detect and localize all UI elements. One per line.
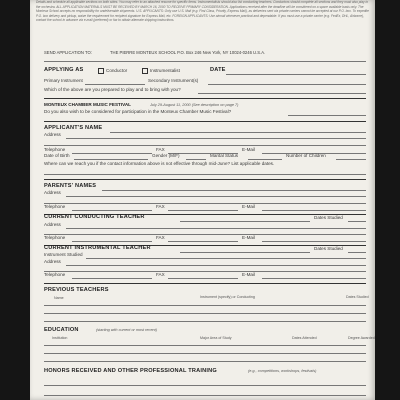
education-row[interactable] (44, 345, 366, 346)
primary-instrument-label: Primary Instrument (44, 78, 83, 83)
which-question: Which of the above are you prepared to play and to bring with you? (44, 87, 181, 92)
section-divider (44, 179, 366, 180)
conducting-teacher-title: CURRENT CONDUCTING TEACHER (44, 214, 145, 220)
instrumental-telephone-label: Telephone (44, 272, 66, 277)
instrumental-email-label: E-Mail (242, 272, 256, 277)
gender-label: Gender (M/F) (152, 153, 180, 158)
reach-line1[interactable] (44, 174, 366, 175)
instrumental-teacher-title: CURRENT INSTRUMENTAL TEACHER (44, 245, 151, 251)
education-col-major: Major Area of Study (200, 336, 232, 340)
section-divider (44, 121, 366, 122)
education-row[interactable] (44, 353, 366, 354)
education-col-dates: Dates Attended (292, 336, 317, 340)
which-field[interactable] (198, 93, 366, 94)
date-label: DATE (210, 67, 226, 73)
instrument-studied-label: Instrument Studied (44, 252, 83, 257)
education-note: (starting with current or most recent) (96, 328, 157, 332)
divider (44, 61, 366, 62)
instrumental-teacher-field[interactable] (180, 252, 310, 253)
instrumental-fax-field[interactable] (168, 278, 238, 279)
education-col-institution: Institution (52, 336, 68, 340)
send-to-label: SEND APPLICATION TO: (44, 50, 92, 55)
reach-question: Where can we reach you if the contact information above is not effective through mid-June? List applicable dates. (44, 161, 275, 166)
festival-question: Do you also wish to be considered for participation in the Monteux Chamber Music Festival? (44, 109, 232, 114)
conducting-teacher-field[interactable] (180, 221, 310, 222)
conducting-fax-label: FAX (156, 235, 165, 240)
education-title: EDUCATION (44, 327, 79, 333)
instructions-paragraph: Details and schedule all applicable sections on both sides. You may refer to an attached resume for specific items. Instrumentalists should also list conducting teachers. Conductors should complete all sections and they must also play in the orchestra. ALL APPLICATION MATERIALS MUST BE RECEIVED BY MARCH 16, 2000 TO RECEIVE PRIMARY CONSIDERATION. Applications received after the deadline will be considered on a space available basis only. The Monteux School accepts no responsibility for undeliverable shipments. U.S. APPLICANTS: Only use U.S. Mail (e.g. First Class, Priority, Express Mail), as deliveries sent via private carriers cannot be accepted at our P.O. box. To expedite P.O. box delivery and pickup, waive the requirement for recipient signature for Express Mail, etc. FOREIGN APPLICANTS: Use airmail whenever practical and dependable. If you must use a private carrier (e.g. FedEx, DHL, Airborne), contact the school in advance via e-mail (preferred) or fax to obtain alternate shipping instructions. (36, 0, 369, 23)
conducting-address-label: Address (44, 222, 61, 227)
instrumental-fax-label: FAX (156, 272, 165, 277)
honors-row[interactable] (44, 385, 366, 386)
parents-email-field[interactable] (262, 210, 366, 211)
applicant-fax-label: FAX (156, 147, 165, 152)
instrumental-address-label: Address (44, 259, 61, 264)
conducting-address-line2[interactable] (44, 234, 366, 235)
festival-answer-field[interactable] (288, 115, 366, 116)
parents-title: PARENTS' NAMES (44, 183, 97, 189)
parents-email-label: E-Mail (242, 204, 256, 209)
parents-name-field[interactable] (102, 190, 366, 191)
instrument-studied-field[interactable] (86, 258, 366, 259)
previous-row[interactable] (44, 313, 366, 314)
applicant-name-title: APPLICANT'S NAME (44, 125, 103, 131)
previous-teachers-title: PREVIOUS TEACHERS (44, 287, 109, 293)
conductor-checkbox[interactable] (98, 68, 104, 74)
instrumental-address-field[interactable] (66, 265, 366, 266)
honors-note: (e.g., competitions, workshops, festivals) (248, 369, 317, 373)
dob-field[interactable] (74, 159, 148, 160)
applicant-address-line2[interactable] (44, 145, 366, 146)
instrumental-dates-field[interactable] (348, 252, 366, 253)
applicant-email-label: E-Mail (242, 147, 256, 152)
secondary-instrument-field[interactable] (208, 84, 366, 85)
applicant-telephone-label: Telephone (44, 147, 66, 152)
primary-instrument-field[interactable] (85, 84, 145, 85)
honors-row[interactable] (44, 395, 366, 396)
applicant-address-label: Address (44, 132, 61, 137)
parents-address-label: Address (44, 190, 61, 195)
education-col-degree: Degree Awarded (348, 336, 375, 340)
dob-label: Date of Birth (44, 153, 70, 158)
secondary-instrument-label: Secondary Instrument(s) (148, 78, 199, 83)
instrumental-dates-label: Dates Studied (314, 246, 343, 251)
section-divider (44, 283, 366, 284)
conducting-telephone-label: Telephone (44, 235, 66, 240)
parents-telephone-field[interactable] (72, 210, 152, 211)
marital-field[interactable] (248, 159, 282, 160)
parents-address-field[interactable] (66, 196, 366, 197)
application-form-page (30, 0, 375, 400)
gender-field[interactable] (186, 159, 206, 160)
instrumental-address-line2[interactable] (44, 271, 366, 272)
applicant-telephone-field[interactable] (72, 153, 152, 154)
date-field[interactable] (226, 74, 366, 75)
children-label: Number of Children (286, 153, 326, 158)
parents-fax-field[interactable] (168, 210, 238, 211)
applicant-address-field[interactable] (66, 138, 366, 139)
education-row[interactable] (44, 361, 366, 362)
instrumental-telephone-field[interactable] (72, 278, 152, 279)
festival-title: MONTEUX CHAMBER MUSIC FESTIVAL (44, 102, 131, 107)
applying-as-title: APPLYING AS (44, 67, 84, 73)
conducting-dates-field[interactable] (348, 221, 366, 222)
instrumentalist-checkbox[interactable] (142, 68, 148, 74)
send-to-address: THE PIERRE MONTEUX SCHOOL P.O. Box 246 New York, NY 10024-0246 U.S.A. (110, 50, 266, 55)
previous-row[interactable] (44, 305, 366, 306)
previous-col-name: Name (54, 296, 64, 300)
applicant-name-field[interactable] (110, 132, 366, 133)
conducting-telephone-field[interactable] (72, 241, 152, 242)
marital-label: Marital Status (210, 153, 239, 158)
conductor-label: Conductor (106, 68, 128, 74)
conducting-fax-field[interactable] (168, 241, 238, 242)
previous-col-instrument: Instrument (specify) or Conducting (200, 295, 255, 299)
conducting-dates-label: Dates Studied (314, 215, 343, 220)
parents-fax-label: FAX (156, 204, 165, 209)
instrumentalist-label: Instrumentalist (150, 68, 180, 74)
instrumental-email-field[interactable] (262, 278, 366, 279)
conducting-email-field[interactable] (262, 241, 366, 242)
conducting-address-field[interactable] (66, 228, 366, 229)
honors-title: HONORS RECEIVED AND OTHER PROFESSIONAL TRAINING (44, 368, 217, 374)
conductor-option[interactable] (98, 68, 127, 74)
previous-row[interactable] (44, 321, 366, 322)
parents-telephone-label: Telephone (44, 204, 66, 209)
section-divider (44, 98, 366, 99)
conducting-email-label: E-Mail (242, 235, 256, 240)
festival-dates: July 29-August 11, 2000 (See description on page 7) (150, 103, 239, 107)
children-field[interactable] (336, 159, 366, 160)
instrumentalist-option[interactable] (142, 68, 180, 74)
parents-address-line2[interactable] (44, 203, 366, 204)
previous-col-dates: Dates Studied (346, 295, 369, 299)
